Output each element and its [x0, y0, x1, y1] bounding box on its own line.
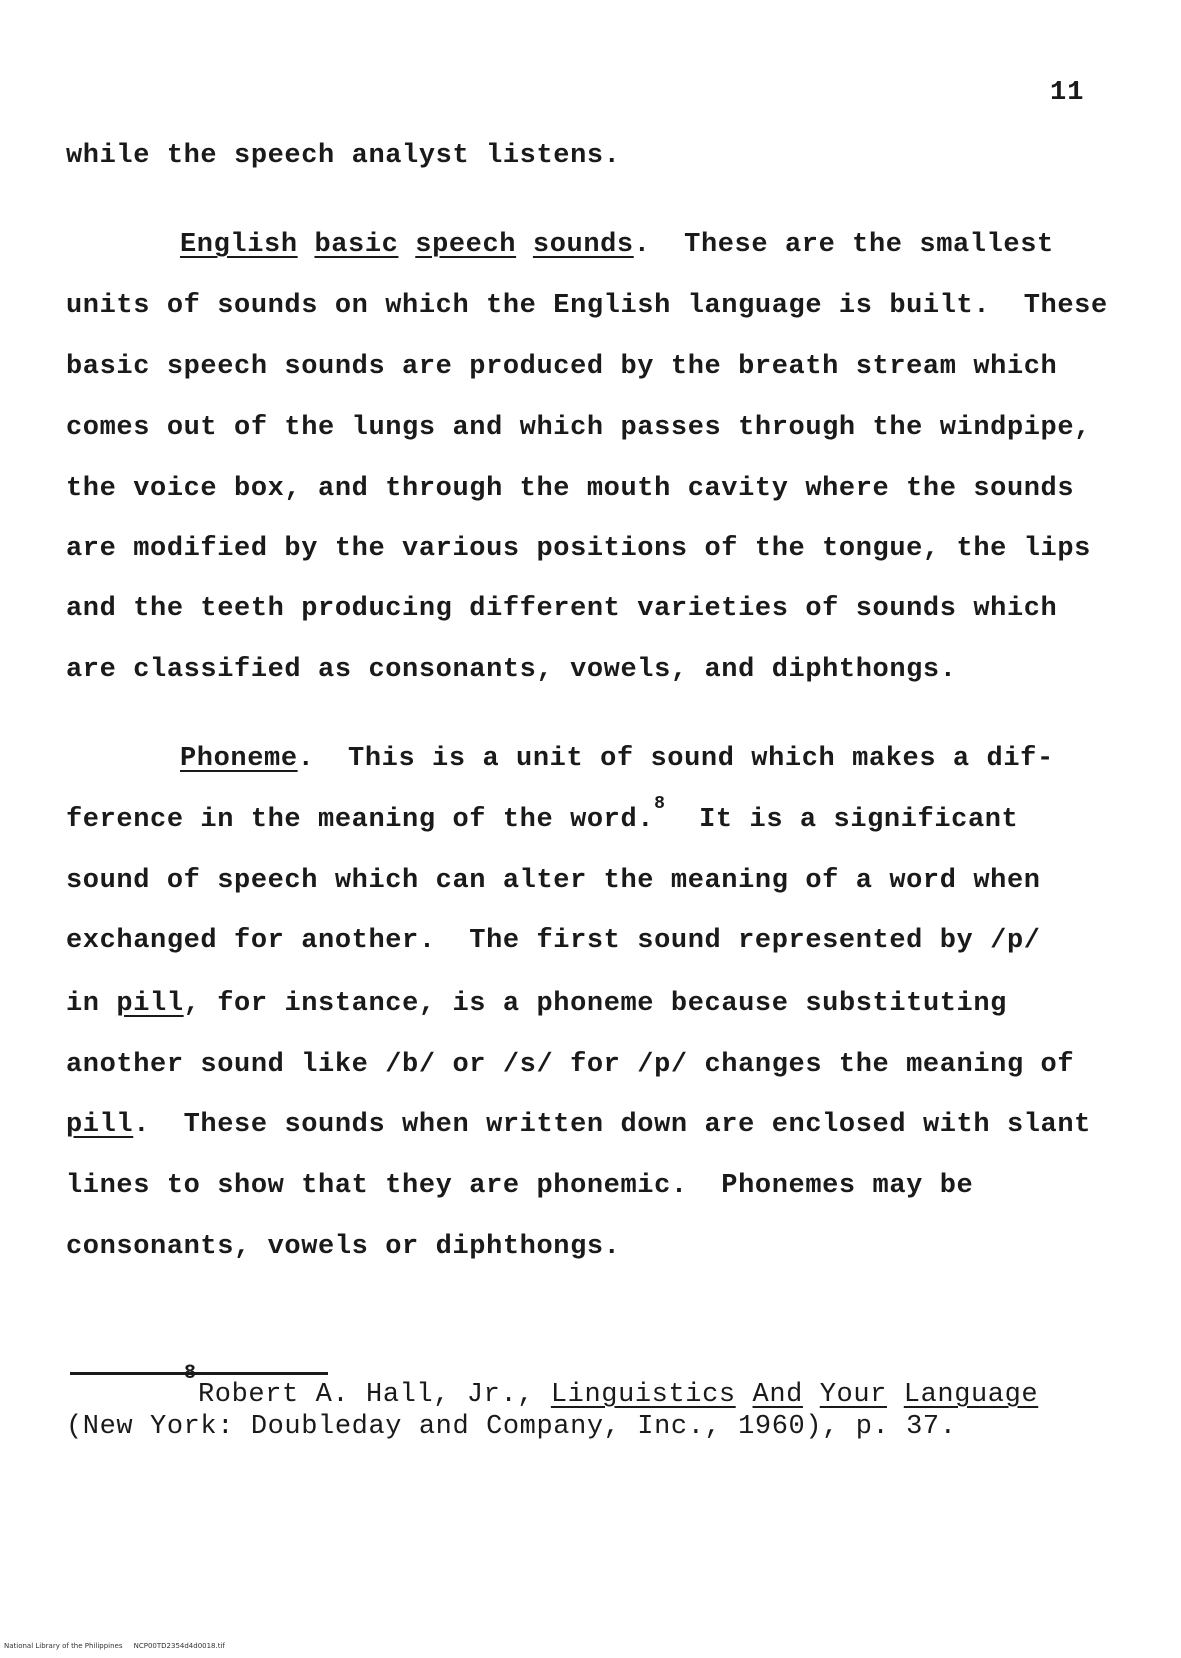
line-text: . These sounds when written down are enclosed with slant	[133, 1110, 1091, 1140]
heading-word: Phoneme	[180, 744, 298, 774]
footnote-title-word: Linguistics	[550, 1380, 736, 1410]
line-text: ference in the meaning of the word.	[66, 805, 655, 835]
paragraph-english-line-6: are modified by the various positions of the tongue, the lips	[66, 534, 1091, 564]
paragraph-phoneme-line-2	[66, 794, 1019, 835]
paragraph-phoneme-line-4: exchanged for another. The first sound represented by /p/	[66, 926, 1041, 956]
footnote-line-1	[198, 1380, 1038, 1410]
footnote-number: 8	[184, 1362, 197, 1385]
heading-end: .	[633, 230, 651, 260]
heading-word: English	[180, 230, 298, 260]
paragraph-phoneme-line-9: consonants, vowels or diphthongs.	[66, 1232, 621, 1262]
paragraph-english-line-8: are classified as consonants, vowels, and diphthongs.	[66, 655, 957, 685]
paragraph-english-line-3: basic speech sounds are produced by the breath stream which	[66, 352, 1058, 382]
paragraph-phoneme-line-1	[180, 744, 1054, 774]
paragraph-english-line-5: the voice box, and through the mouth cavity where the sounds	[66, 474, 1075, 504]
footnote-title-word: Your	[819, 1380, 887, 1410]
footnote-author: Robert A. Hall, Jr.,	[198, 1380, 551, 1410]
example-word: pill	[66, 1110, 134, 1140]
paragraph-phoneme-line-5	[66, 989, 1007, 1019]
paragraph-english-line-7: and the teeth producing different varieties of sounds which	[66, 594, 1058, 624]
paragraph-english-line-2: units of sounds on which the English language is built. These	[66, 291, 1108, 321]
footnote-line-2: (New York: Doubleday and Company, Inc., 1960), p. 37.	[66, 1412, 957, 1442]
archive-stamp: National Library of the Philippines NCP00TD2354d4d0018.tif	[4, 1642, 225, 1650]
example-word: pill	[116, 989, 184, 1019]
paragraph-phoneme-line-3: sound of speech which can alter the meaning of a word when	[66, 866, 1041, 896]
heading-word: sounds	[532, 230, 634, 260]
footnote-title-word: And	[752, 1380, 803, 1410]
footnote-title-word: Language	[903, 1380, 1039, 1410]
paragraph-phoneme-line-8: lines to show that they are phonemic. Phonemes may be	[66, 1171, 974, 1201]
footnote-rule	[70, 1372, 328, 1375]
line-text: . This is a unit of sound which makes a dif-	[297, 744, 1054, 774]
paragraph-phoneme-line-7	[66, 1110, 1091, 1140]
carryover-line: while the speech analyst listens.	[66, 141, 621, 171]
line-text: These are the smallest	[650, 230, 1054, 260]
footnote-reference: 8	[654, 794, 666, 814]
line-text: in	[66, 989, 117, 1019]
heading-word: basic	[314, 230, 399, 260]
line-text: , for instance, is a phoneme because substituting	[183, 989, 1007, 1019]
paragraph-english-line-4: comes out of the lungs and which passes through the windpipe,	[66, 413, 1091, 443]
line-text: It is a significant	[665, 805, 1019, 835]
paragraph-phoneme-line-6: another sound like /b/ or /s/ for /p/ changes the meaning of	[66, 1050, 1075, 1080]
heading-word: speech	[415, 230, 517, 260]
paragraph-english-line-1	[180, 230, 1054, 260]
page-number: 11	[1050, 78, 1085, 108]
